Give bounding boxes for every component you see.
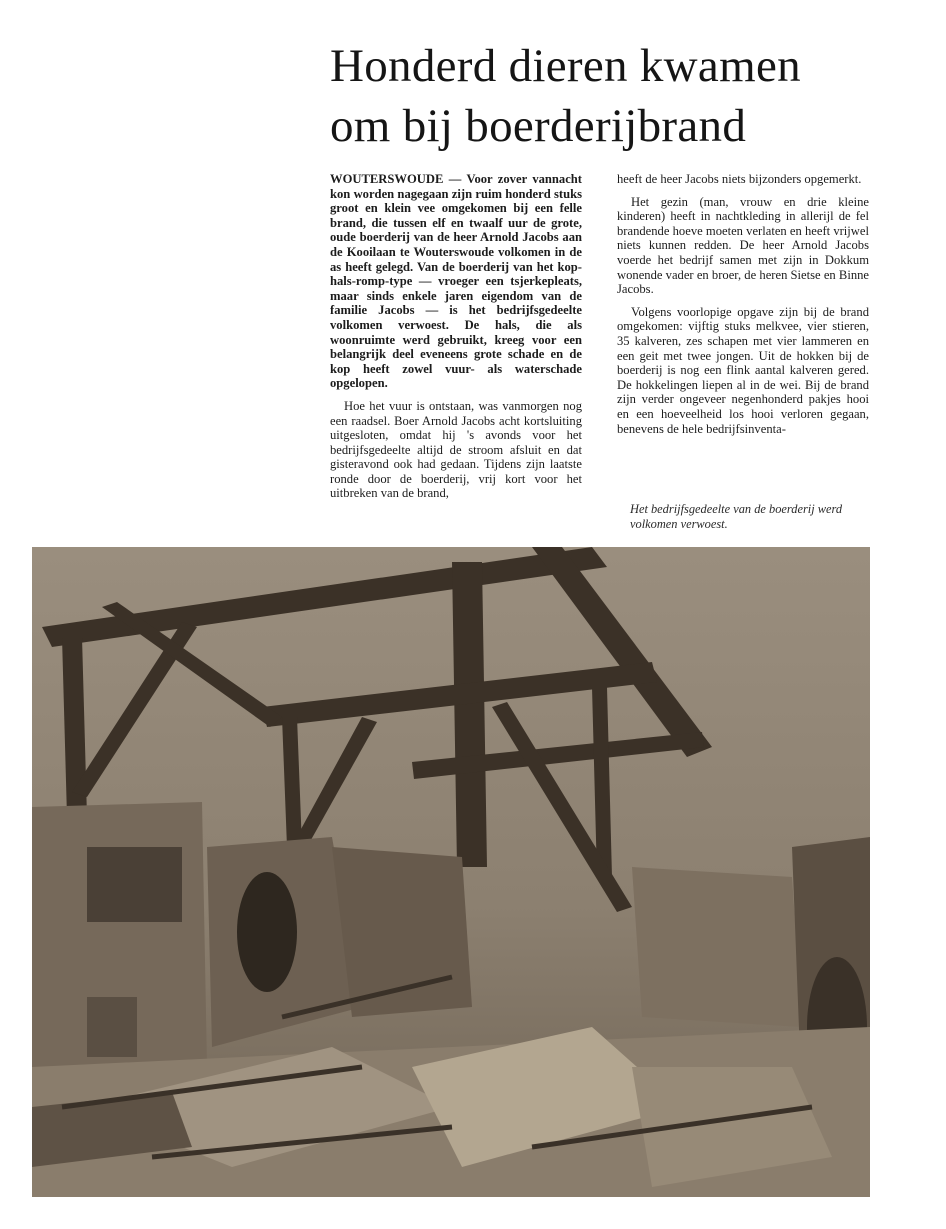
burned-farm-photo [32, 547, 870, 1197]
paragraph: Volgens voorlopige opgave zijn bij de brand omgekomen: vijftig stuks melkvee, vier stieren, 35 kalveren, zes schapen met vier lammeren en een geit met twee jongen. Uit de hokken bij de boerderij is nog een flink aantal kalveren gered. De hokkelingen liepen al in de wei. Bij de brand zijn verder ongeveer negenhonderd pakjes hooi en een hoeveelheid los hooi verloren gegaan, benevens de hele bedrijfsinventa- [617, 304, 869, 436]
lead-paragraph [330, 172, 582, 391]
headline-line-2: om bij boerderijbrand [330, 100, 747, 152]
paragraph: Hoe het vuur is ontstaan, was vanmorgen nog een raadsel. Boer Arnold Jacobs acht kortsluiting uitgesloten, omdat hij 's avonds voor het bedrijfsgedeelte altijd de stroom afsluit en dat gisteravond ook had gedaan. Tijdens zijn laatste ronde door de boerderij, vrij kort voor het uitbreken van de brand, [330, 398, 582, 501]
lead-text: Voor zover vannacht kon worden nagegaan zijn ruim honderd stuks groot en klein vee omgekomen bij een felle brand, die tussen elf en twaalf uur de grote, oude boerderij van de heer Arnold Jacobs aan de Kooilaan te Wouterswoude volkomen in de as heeft gelegd. Van de boerderij van het kop-hals-romp-type — vroeger een tsjerkepleats, maar sinds enkele jaren eigendom van de familie Jacobs — is het bedrijfsgedeelte volkomen verwoest. De hals, die als woonruimte werd gebruikt, kreeg voor een belangrijk deel eveneens grote schade en de kop heeft zowel vuur- als waterschade opgelopen. [330, 172, 583, 391]
headline-line-1: Honderd dieren kwamen [330, 40, 801, 92]
headline [330, 36, 890, 156]
dateline: WOUTERSWOUDE — [330, 172, 462, 186]
paragraph: heeft de heer Jacobs niets bijzonders opgemerkt. [617, 172, 862, 186]
article-column-1 [330, 172, 582, 509]
photo-caption: Het bedrijfsgedeelte van de boerderij werd volkomen verwoest. [630, 502, 843, 531]
paragraph: Het gezin (man, vrouw en drie kleine kinderen) heeft in nachtkleding in allerijl de fel brandende hoeve moeten verlaten en heeft vrijwel niets kunnen redden. De heer Arnold Jacobs voerde het bedrijf samen met zijn in Dokkum wonende vader en broer, de heren Sietse en Binne Jacobs. [617, 194, 869, 297]
news-photo [32, 547, 870, 1197]
article-column-2 [617, 172, 869, 444]
